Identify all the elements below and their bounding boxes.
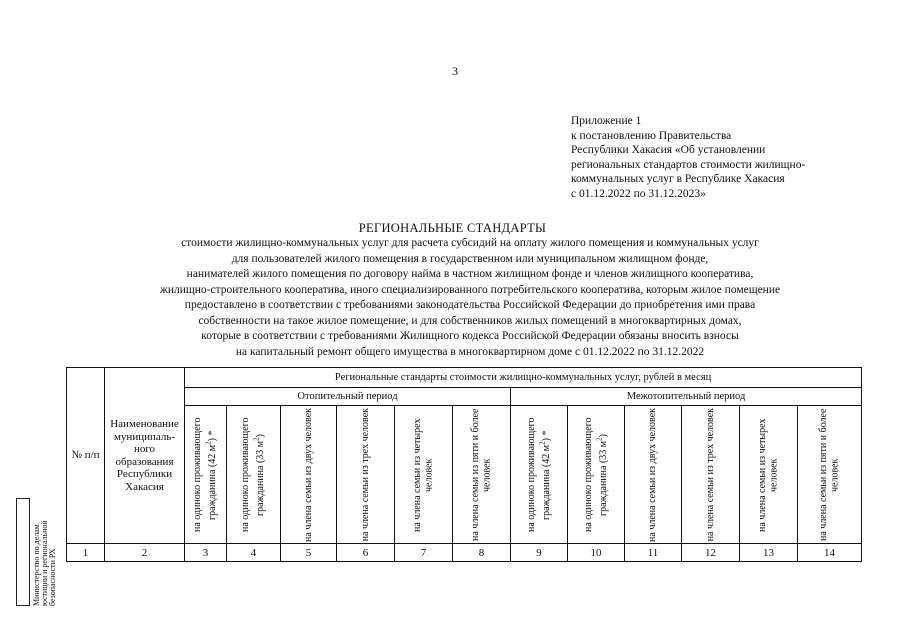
appendix-line: коммунальных услуг в Республике Хакасия	[571, 173, 785, 185]
col-label-sup: 2	[252, 436, 261, 441]
column-number: 4	[227, 544, 281, 562]
standards-table	[66, 367, 862, 562]
col-label: на члена семьи из трех человек	[704, 407, 716, 542]
col-label: на члена семьи из четырех человек	[412, 417, 435, 532]
header-number-cell	[67, 368, 105, 544]
column-number: 11	[625, 544, 682, 562]
group-header-cell	[185, 368, 862, 388]
heating-col-single-42	[185, 406, 227, 544]
col-label: на члена семьи из пяти и более человек	[470, 408, 493, 541]
column-number: 2	[105, 544, 185, 562]
col-label: ) *	[207, 429, 219, 441]
heating-col-family-5	[453, 406, 511, 544]
nonheating-period-cell	[511, 388, 862, 406]
nonheating-col-family-2	[625, 406, 682, 544]
column-number: 1	[67, 544, 105, 562]
stamp-line: юстиции и региональной	[40, 520, 49, 606]
col-label: на члена семьи из двух человек	[647, 407, 659, 542]
col-label: )	[597, 433, 609, 437]
subtitle-line: стоимости жилищно-коммунальных услуг для расчета субсидий на оплату жилого помещения и коммунальных услуг	[181, 237, 759, 249]
header-number: № п/п	[71, 449, 100, 462]
subtitle-line: на капитальный ремонт общего имущества в многоквартирном доме с 01.12.2022 по 31.12.2022	[235, 345, 705, 358]
col-label-sup: 2	[538, 440, 547, 445]
col-label: на члена семьи из четырех человек	[757, 417, 780, 532]
column-number: 12	[682, 544, 740, 562]
column-number: 8	[453, 544, 511, 562]
stamp-line: безопасности РХ	[48, 548, 57, 606]
col-label: на одиноко проживающего гражданина (33 м	[582, 417, 609, 532]
stamp-text	[33, 498, 57, 606]
stamp-line: Министерство по делам	[32, 524, 41, 606]
heating-col-single-33	[227, 406, 281, 544]
subtitle-line: предоставлено в соответствии с требованиями законодательства Российской Федерации до приобретения ими права	[184, 299, 756, 311]
header-municipality: Наименование муниципаль- ного образования Республики Хакасия	[110, 418, 179, 493]
appendix-block	[571, 114, 871, 201]
heating-col-family-4	[395, 406, 453, 544]
registration-stamp	[16, 498, 56, 606]
appendix-line: региональных стандартов стоимости жилищно-	[571, 158, 806, 171]
column-number-row	[67, 544, 862, 562]
appendix-line: с 01.12.2022 по 31.12.2023»	[571, 187, 706, 200]
col-label: на одиноко проживающего гражданина (33 м	[240, 417, 267, 532]
nonheating-col-single-33	[568, 406, 625, 544]
appendix-line: Приложение 1	[571, 115, 642, 127]
subtitle-line: которые в соответствии с требованиями Жилищного кодекса Российской Федерации обязаны вносить взносы	[201, 330, 739, 342]
appendix-line: Республики Хакасия «Об установлении	[571, 144, 766, 156]
heating-col-family-3	[337, 406, 395, 544]
document-title: РЕГИОНАЛЬНЫЕ СТАНДАРТЫ	[358, 221, 547, 235]
heating-col-family-2	[281, 406, 337, 544]
subtitle-line: нанимателей жилого помещения по договору найма в частном жилищном фонде и членов жилищного кооператива,	[186, 268, 754, 280]
heating-period-cell	[185, 388, 511, 406]
document-subtitle	[60, 236, 880, 360]
column-number: 6	[337, 544, 395, 562]
nonheating-col-family-3	[682, 406, 740, 544]
column-number: 9	[511, 544, 568, 562]
column-number: 7	[395, 544, 453, 562]
col-label: на одиноко проживающего гражданина (42 м	[192, 417, 219, 532]
col-label: ) *	[540, 429, 552, 441]
group-header: Региональные стандарты стоимости жилищно-коммунальных услуг, рублей в месяц	[334, 372, 712, 383]
column-number: 5	[281, 544, 337, 562]
col-label: на члена семьи из пяти и более человек	[818, 408, 841, 541]
heating-period-header: Отопительный период	[297, 391, 398, 402]
col-label-sup: 2	[204, 440, 213, 445]
col-label: на члена семьи из двух человек	[302, 407, 314, 542]
nonheating-col-single-42	[511, 406, 568, 544]
column-number: 10	[568, 544, 625, 562]
column-number: 14	[798, 544, 862, 562]
page-number: 3	[452, 64, 458, 78]
column-number: 13	[740, 544, 798, 562]
col-label: на одиноко проживающего гражданина (42 м	[525, 417, 552, 532]
col-label-sup: 2	[595, 436, 604, 441]
nonheating-period-header: Межотопительный период	[626, 391, 746, 402]
header-name-cell	[105, 368, 185, 544]
nonheating-col-family-5	[798, 406, 862, 544]
appendix-line: к постановлению Правительства	[571, 129, 732, 142]
stamp-frame	[16, 498, 30, 606]
subtitle-line: собственности на такое жилое помещение, и для собственников жилых помещений в многоквартирных домах,	[198, 314, 742, 327]
col-label: )	[255, 433, 267, 437]
column-number: 3	[185, 544, 227, 562]
nonheating-col-family-4	[740, 406, 798, 544]
subtitle-line: для пользователей жилого помещения в государственном или муниципальном жилищном фонде,	[231, 252, 709, 265]
subtitle-line: жилищно-строительного кооператива, иного специализированного потребительского кооператива, которым жилое помещение	[159, 283, 781, 296]
col-label: на члена семьи из трех человек	[359, 407, 371, 542]
